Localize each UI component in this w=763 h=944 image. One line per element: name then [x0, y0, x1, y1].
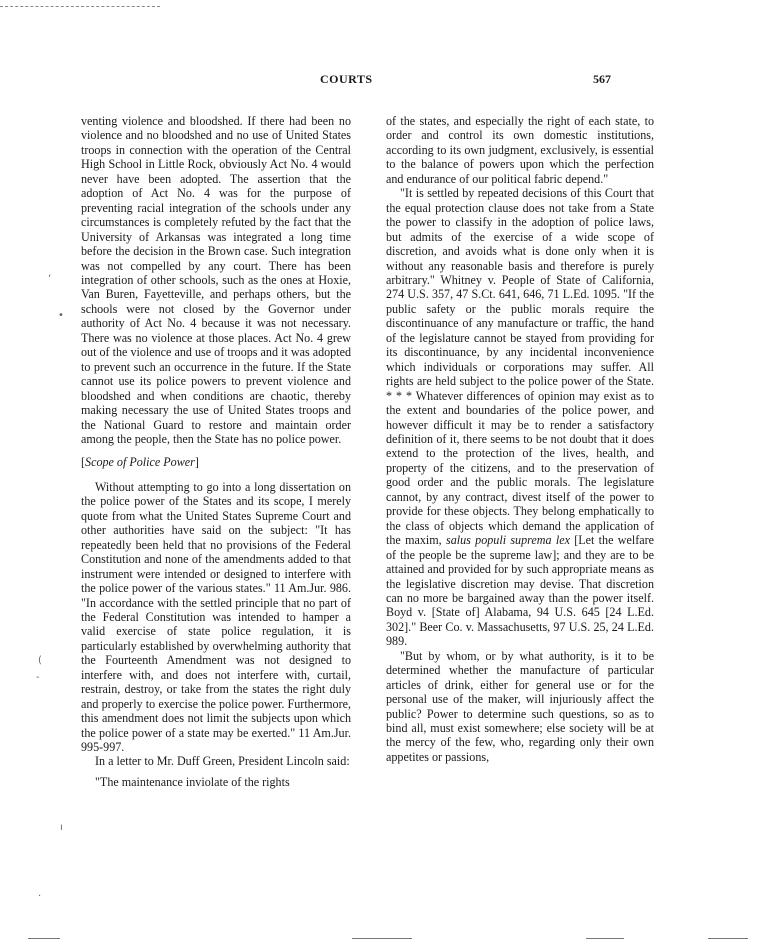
- paragraph: In a letter to Mr. Duff Green, President Lincoln said:: [95, 754, 350, 769]
- latin-maxim: salus populi suprema lex: [445, 533, 570, 548]
- scan-speck: ı: [60, 822, 63, 833]
- scan-speck: ,: [48, 268, 52, 279]
- top-edge-dashes: [0, 6, 160, 7]
- paragraph: "It is settled by repeated decisions of this Court that the equal protection clause does not take from a State the power to classify in the adoption of police laws, but admits of the exercise of a wide scope of discretion, and avoids what is done only when it is without any reasonable basis and therefore is purely arbitrary." Whitney v. People of State of California, 274 U.S. 357, 47 S.Ct. 641, 646, 71 L.Ed. 1095. "If the public safety or the public morals require the discontinuance of any manufacture or traffic, the hand of the legislature cannot be stayed from providing for its discontinuance, by any incidental inconvenience which individuals or corporations may suffer. All rights are held subject to the police power of the State. * * * Whatever differences of opinion may exist as to the extent and boundaries of the police power, and however difficult it may be to render a satisfactory definition of it, there seems to be not doubt that it does extend to the protection of the lives, health, and property of the citizens, and to the preservation of good order and the public morals. The legislature cannot, by any contract, divest itself of the power to provide for these objects. They belong emphatically to the class of objects which demand the application of the maxim, salus populi suprema lex [Let the welfare of the people be the supreme law]; and they are to be attained and provided for by such appropriate means as the legislative discretion may devise. That discretion can no more be bargained away than the power itself. Boyd v. [State of] Alabama, 94 U.S. 645 [24 L.Ed. 302]." Beer Co. v. Massachusetts, 97 U.S. 25, 24 L.Ed. 989.: [386, 186, 654, 649]
- bottom-edge-mark: [28, 938, 60, 939]
- scan-speck: .: [38, 888, 42, 899]
- section-heading: [Scope of Police Power]: [81, 455, 199, 470]
- scan-speck: •: [58, 310, 64, 321]
- paragraph: of the states, and especially the right of each state, to order and control its own domestic institutions, according to its own judgment, exclusively, is essential to the balance of powers upon which the perfection and endurance of our political fabric depend.": [386, 114, 654, 186]
- bottom-edge-mark: [586, 938, 624, 939]
- bottom-edge-mark: [352, 938, 412, 939]
- running-title: COURTS: [320, 72, 373, 86]
- right-column: [386, 114, 654, 764]
- scan-speck: -: [36, 672, 40, 683]
- paragraph: "But by whom, or by what authority, is it to be determined whether the manufacture of particular articles of drink, either for general use or for the personal use of the maker, will injuriously affect the public? Power to determine such questions, so as to bind all, must exist somewhere; else society will be at the mercy of the few, who, regarding only their own appetites or passions,: [386, 648, 654, 764]
- paragraph: venting violence and bloodshed. If there had been no violence and no bloodshed and no use of United States troops in connection with the operation of the Central High School in Little Rock, obviously Act No. 4 would never have been adopted. The assertion that the adoption of Act No. 4 was for the purpose of preventing racial integration of the schools under any circumstances is completely refuted by the fact that the University of Arkansas was integrated a long time before the decision in the Brown case. Such integration was not compelled by any court. There has been integration of other schools, such as the ones at Hoxie, Van Buren, Fayetteville, and perhaps others, but the schools were not closed by the Governor under authority of Act No. 4 because it was not necessary. There was no violence at those places. Act No. 4 grew out of the violence and use of troops and it was adopted to prevent such an occurrence in the future. If the State cannot use its police powers to prevent violence and bloodshed and when conditions are chaotic, thereby making necessary the use of United States troops and the National Guard to restore and maintain order among the people, then the State has no police power.: [81, 114, 351, 446]
- paragraph: "The maintenance inviolate of the rights: [95, 774, 290, 789]
- left-column: [81, 114, 351, 789]
- paragraph: Without attempting to go into a long dissertation on the police power of the States and its scope, I merely quote from what the United States Supreme Court and other authorities have said on the subject: "It has repeatedly been held that no provisions of the Federal Constitution and none of the amendments added to that instrument were intended or designed to interfere with the police power of the various states." 11 Am.Jur. 986. "In accordance with the settled principle that no part of the Federal Constitution was intended to hamper a valid exercise of state police regulation, it is particularly established by overwhelming authority that the Fourteenth Amendment was not designed to interfere with, and does not interfere with, curtail, restrain, destroy, or take from the states the right duly and properly to exercise the police power. Furthermore, this amendment does not limit the subjects upon which the police power of a state may be exerted." 11 Am.Jur. 995-997.: [81, 479, 351, 755]
- page-number: 567: [593, 72, 611, 86]
- scan-speck: (: [38, 655, 42, 666]
- bottom-edge-mark: [708, 938, 748, 939]
